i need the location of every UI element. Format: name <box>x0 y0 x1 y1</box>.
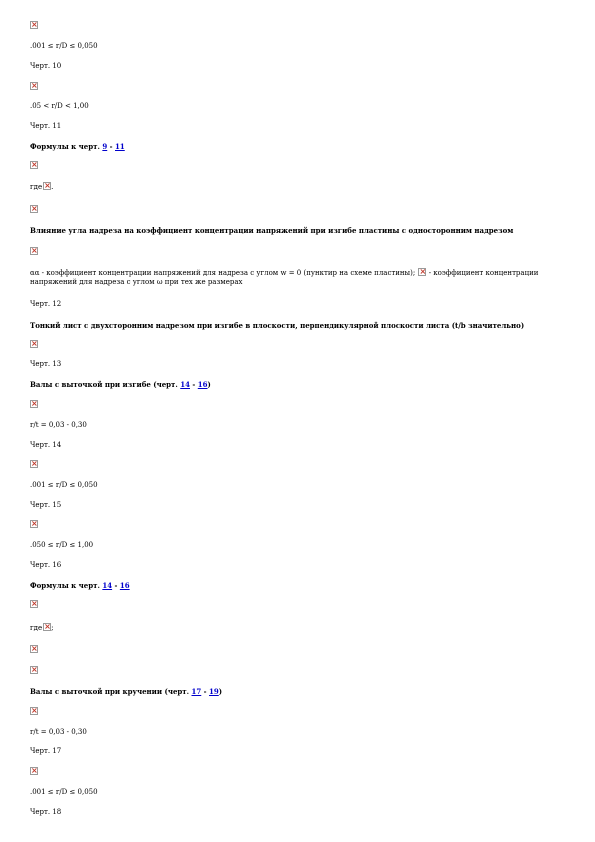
figure-caption: Черт. 13 <box>30 360 62 368</box>
formula-range: r/t = 0,03 - 0,30 <box>30 421 87 429</box>
description-continuation: напряжений для надреза с углом ω при тех же размерах <box>30 278 243 286</box>
broken-image-icon <box>30 161 38 169</box>
link-chart-14[interactable]: 14 <box>180 380 190 389</box>
where-line: где× . <box>30 182 53 192</box>
broken-image-icon <box>30 460 38 468</box>
broken-image-icon <box>30 400 38 408</box>
section-heading: Валы с выточкой при изгибе (черт. 14 - 16) <box>30 380 211 389</box>
formulas-heading: Формулы к черт. 9 - 11 <box>30 142 125 151</box>
formula-range: .001 ≤ r/D ≤ 0,050 <box>30 42 98 50</box>
broken-image-icon <box>43 182 51 190</box>
broken-image-icon <box>30 600 38 608</box>
description-line: αα - коэффициент концентрации напряжений для надреза с углом w = 0 (пунктир на схеме пластины); × - коэффициент концентрации <box>30 268 538 278</box>
formula-range: .050 ≤ r/D ≤ 1,00 <box>30 541 94 549</box>
figure-caption: Черт. 14 <box>30 441 62 449</box>
figure-caption: Черт. 10 <box>30 62 62 70</box>
broken-image-icon <box>30 645 38 653</box>
link-chart-9[interactable]: 9 <box>102 142 108 151</box>
figure-caption: Черт. 17 <box>30 747 62 755</box>
section-heading: Влияние угла надреза на коэффициент концентрации напряжений при изгибе пластины с односторонним надрезом <box>30 226 514 235</box>
broken-image-icon <box>30 340 38 348</box>
link-chart-11[interactable]: 11 <box>115 142 125 151</box>
formula-range: .05 < r/D < 1,00 <box>30 102 89 110</box>
section-heading: Валы с выточкой при кручении (черт. 17 - 19) <box>30 687 223 696</box>
link-chart-16[interactable]: 16 <box>197 380 208 389</box>
figure-caption: Черт. 18 <box>30 808 62 816</box>
figure-caption: Черт. 12 <box>30 300 62 308</box>
broken-image-icon <box>30 767 38 775</box>
section-heading: Тонкий лист с двухсторонним надрезом при изгибе в плоскости, перпендикулярной плоскости листа (t/b значительно) <box>30 321 525 330</box>
broken-image-icon <box>30 21 38 29</box>
broken-image-icon <box>30 707 38 715</box>
formula-range: .001 ≤ r/D ≤ 0,050 <box>30 788 98 796</box>
broken-image-icon <box>30 205 38 213</box>
formula-range: .001 ≤ r/D ≤ 0,050 <box>30 481 98 489</box>
figure-caption: Черт. 16 <box>30 561 62 569</box>
link-chart-17[interactable]: 17 <box>191 687 202 696</box>
broken-image-icon <box>30 666 38 674</box>
figure-caption: Черт. 11 <box>30 122 62 130</box>
broken-image-icon <box>30 247 38 255</box>
formulas-heading: Формулы к черт. 14 - 16 <box>30 581 130 590</box>
broken-image-icon <box>43 623 51 631</box>
where-line: где× ; <box>30 623 53 633</box>
figure-caption: Черт. 15 <box>30 501 62 509</box>
link-chart-16[interactable]: 16 <box>119 581 130 590</box>
link-chart-14[interactable]: 14 <box>102 581 113 590</box>
formula-range: r/t = 0,03 - 0,30 <box>30 728 87 736</box>
broken-image-icon <box>418 268 426 276</box>
link-chart-19[interactable]: 19 <box>209 687 219 696</box>
broken-image-icon <box>30 82 38 90</box>
broken-image-icon <box>30 520 38 528</box>
